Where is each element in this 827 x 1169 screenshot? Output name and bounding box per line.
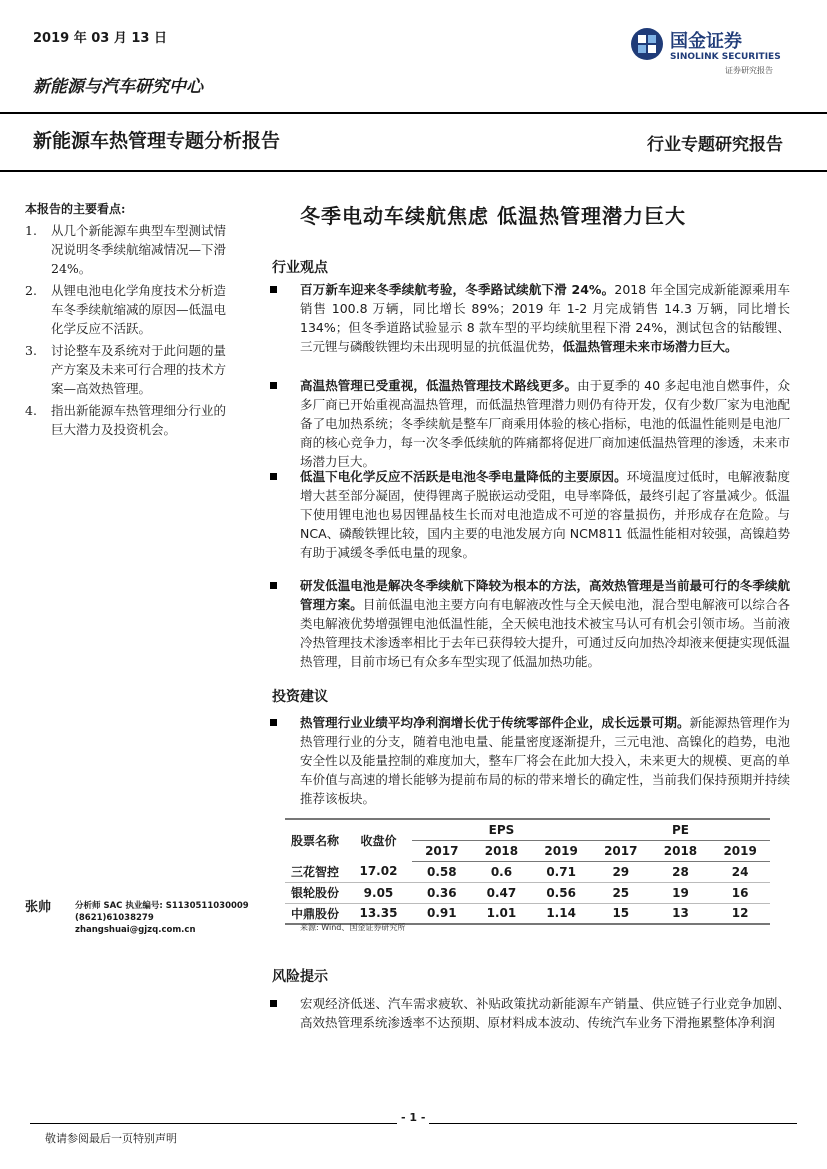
list-item: 宏观经济低迷、汽车需求疲软、补贴政策扰动新能源车产销量、供应链子行业竞争加剧、高效热管理系统渗透率不达预期、原材料成本波动、传统汽车业务下滑拖累整体净利润 (270, 994, 790, 1032)
footer-disclaimer: 敬请参阅最后一页特别声明 (45, 1132, 177, 1145)
list-item: 4. 指出新能源车热管理细分行业的巨大潜力及投资机会。 (25, 403, 227, 437)
col-header-name: 股票名称 (285, 819, 345, 861)
bullet-square-icon (270, 719, 277, 726)
analyst-email[interactable]: zhangshuai@gjzq.com.cn (75, 925, 196, 935)
table-row: 中鼎股份 13.35 0.91 1.01 1.14 15 13 12 (285, 903, 770, 924)
report-date: 2019 年 03 月 13 日 (33, 31, 167, 46)
col-header-pe: PE (591, 819, 770, 840)
company-logo (630, 25, 795, 85)
list-item: 低温下电化学反应不活跃是电池冬季电量降低的主要原因。环境温度过低时，电解液黏度增大甚至部分凝固，使得锂离子脱嵌运动受阻，电导率降低，最终引起了容量减少。低温下使用锂电池也易因锂晶枝生长而对电池造成不可逆的容量损伤，并形成存在危险。与 NCA、磷酸铁锂比较，国内主要的电池发展方向 NCM811 低温性能相对较强，高镍趋势有助于减缓冬季低电量的现象。 (270, 467, 790, 562)
table-source: 来源: Wind、国金证券研究所 (300, 923, 406, 932)
report-type: 行业专题研究报告 (647, 135, 783, 155)
title-divider (0, 170, 827, 172)
sidebar-title: 本报告的主要看点: (25, 202, 126, 216)
logo-subtitle: 证券研究报告 (725, 66, 773, 75)
analyst-contact (75, 900, 249, 936)
list-item: 百万新车迎来冬季续航考验，冬季路试续航下滑 24%。2018 年全国完成新能源乘用车销售 100.8 万辆，同比增长 89%；2019 年 1-2 月完成销售 14.3 万辆，同比增长 134%；但冬季道路试验显示 8 款车型的平均续航里程下滑 24%，测试包含的钴酸锂、三元锂与磷酸铁锂均未出现明显的抗低温优势，低温热管理未来市场潜力巨大。 (270, 280, 790, 356)
col-header-price: 收盘价 (345, 819, 412, 861)
analyst-name: 张帅 (25, 900, 52, 915)
analyst-id: 分析师 SAC 执业编号: S1130511030009 (75, 901, 249, 911)
logo-name-cn: 国金证券 (670, 31, 742, 52)
col-header-year: 2018 (472, 840, 532, 861)
list-item: 2. 从锂电池电化学角度技术分析造车冬季续航缩减的原因—低温电化学反应不活跃。 (25, 283, 227, 336)
table-row: 三花智控 17.02 0.58 0.6 0.71 29 28 24 (285, 861, 770, 882)
bullet-square-icon (270, 582, 277, 589)
bullet-square-icon (270, 382, 277, 389)
research-center: 新能源与汽车研究中心 (33, 77, 203, 97)
col-header-eps: EPS (412, 819, 591, 840)
analyst-phone: (8621)61038279 (75, 913, 154, 923)
list-item: 3. 讨论整车及系统对于此问题的量产方案及未来可行合理的技术方案—高效热管理。 (25, 343, 227, 396)
header-divider (0, 112, 827, 114)
col-header-year: 2017 (412, 840, 472, 861)
table-row: 银轮股份 9.05 0.36 0.47 0.56 25 19 16 (285, 882, 770, 903)
col-header-year: 2019 (531, 840, 591, 861)
col-header-year: 2017 (591, 840, 651, 861)
page-number: - 1 - (397, 1111, 429, 1124)
key-points-sidebar (25, 200, 230, 442)
list-item: 1. 从几个新能源车典型车型测试情况说明冬季续航缩减情况—下滑 24%。 (25, 223, 227, 276)
section-risk: 风险提示 (272, 969, 328, 985)
valuation-table (285, 818, 770, 925)
main-heading: 冬季电动车续航焦虑 低温热管理潜力巨大 (300, 204, 686, 228)
section-industry-view: 行业观点 (272, 260, 328, 276)
list-item: 高温热管理已受重视，低温热管理技术路线更多。由于夏季的 40 多起电池自燃事件，众多厂商已开始重视高温热管理，而低温热管理潜力则仍有待开发，仅有少数厂家为电池配备了电加热系统；冬季续航是整车厂商乘用体验的核心指标，电池的低温性能则是电池厂商的核心竞争力，每一次冬季低续航的阵痛都将促进厂商加速低温热管理的渗透，未来市场潜力巨大。 (270, 376, 790, 471)
col-header-year: 2019 (710, 840, 770, 861)
section-investment: 投资建议 (272, 689, 328, 705)
bullet-square-icon (270, 1000, 277, 1007)
list-item: 研发低温电池是解决冬季续航下降较为根本的方法，高效热管理是当前最可行的冬季续航管理方案。目前低温电池主要方向有电解液改性与全天候电池，混合型电解液可以综合各类电解液优势增强锂电池低温性能，全天候电池技术被宝马认可有机会引领市场。当前液冷热管理技术渗透率相比于去年已获得较大提升，可通过反向加热冷却液来便捷实现低温热管理，目前市场已有众多车型实现了低温加热功能。 (270, 576, 790, 671)
logo-mark-icon (630, 27, 664, 61)
bullet-square-icon (270, 473, 277, 480)
bullet-square-icon (270, 286, 277, 293)
col-header-year: 2018 (651, 840, 711, 861)
list-item: 热管理行业业绩平均净利润增长优于传统零部件企业，成长远景可期。新能源热管理作为热管理行业的分支，随着电池电量、能量密度逐渐提升，三元电池、高镍化的趋势，电池安全性以及能量控制的难度加大，整车厂将会在此加大投入，未来更大的规模、更高的单车价值与高速的增长能够为提前布局的标的带来增长的确定性，当前我们保持预期并持续推荐该板块。 (270, 713, 790, 808)
logo-name-en: SINOLINK SECURITIES (670, 52, 781, 62)
report-title: 新能源车热管理专题分析报告 (33, 130, 281, 152)
